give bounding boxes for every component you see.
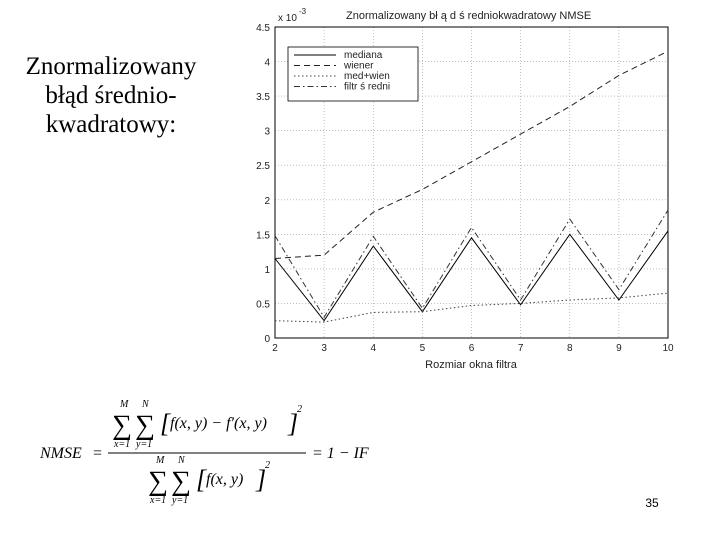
legend-label-2: wiener [344,60,374,72]
x-tick-label: 10 [662,343,674,354]
x-tick-label: 4 [370,343,377,354]
formula-rhs: = 1 − IF [312,445,369,462]
legend-label-3: med+wien [344,71,390,82]
slide-title [0,52,222,139]
num-sigma-y: ∑ [135,410,155,441]
num-exponent: 2 [297,404,302,415]
den-sigma-y: ∑ [171,466,191,497]
slide-title-line-3: kwadratowy: [45,111,177,138]
y-multiplier-exponent: -3 [299,7,307,16]
den-exponent: 2 [265,460,270,471]
y-tick-label: 4 [264,57,270,69]
den-upper-y: N [178,455,185,466]
num-sigma-x: ∑ [112,410,132,441]
x-tick-label: 2 [272,343,278,354]
x-tick-label: 9 [616,343,622,354]
x-axis-label: Rozmiar okna filtra [425,359,517,371]
num-lower-y: y=1 [136,439,153,450]
den-lower-x: x=1 [150,495,167,506]
legend-label-1: mediana [344,50,383,61]
den-lower-y: y=1 [172,495,189,506]
y-tick-label: 3.5 [256,92,270,104]
x-tick-label: 7 [517,343,524,354]
den-upper-x: M [156,455,165,466]
num-lower-x: x=1 [114,439,131,450]
series-line-4 [275,210,668,317]
den-bracket-close: ] [256,465,267,494]
y-tick-label: 0.5 [256,299,270,311]
chart-title: Znormalizowany bł ą d ś redniokwadratowy NMSE [346,10,592,22]
num-bracket-close: ] [288,409,299,438]
x-tick-label: 3 [321,343,327,354]
slide-title-line-1: Znormalizowany [25,53,197,80]
y-tick-label: 4.5 [256,23,270,34]
legend-label-4: filtr ś redni [344,81,391,93]
x-tick-label: 8 [566,343,573,354]
y-tick-label: 3 [264,126,270,138]
y-tick-label: 0 [264,334,270,345]
y-tick-label: 1.5 [256,230,270,242]
page-number: 35 [645,496,659,510]
nmse-formula [38,396,378,506]
formula-lhs: NMSE [40,445,82,462]
y-tick-label: 1 [264,264,270,276]
den-sigma-x: ∑ [148,466,168,497]
den-term: f(x, y) [206,471,244,488]
num-upper-y: N [142,399,149,410]
x-tick-label: 5 [419,343,426,354]
y-multiplier-label: x 10 [278,13,297,24]
x-tick-label: 6 [468,343,475,354]
chart-legend [288,47,418,101]
num-upper-x: M [120,399,129,410]
slide-title-line-2: błąd średnio- [45,82,177,109]
nmse-chart [240,0,690,372]
y-tick-label: 2 [264,195,270,207]
den-bracket-open: [ [196,465,207,494]
formula-equals: = [92,445,103,462]
y-tick-label: 2.5 [256,161,270,173]
num-bracket-open: [ [160,409,171,438]
num-term: f(x, y) − f′(x, y) [170,415,267,432]
